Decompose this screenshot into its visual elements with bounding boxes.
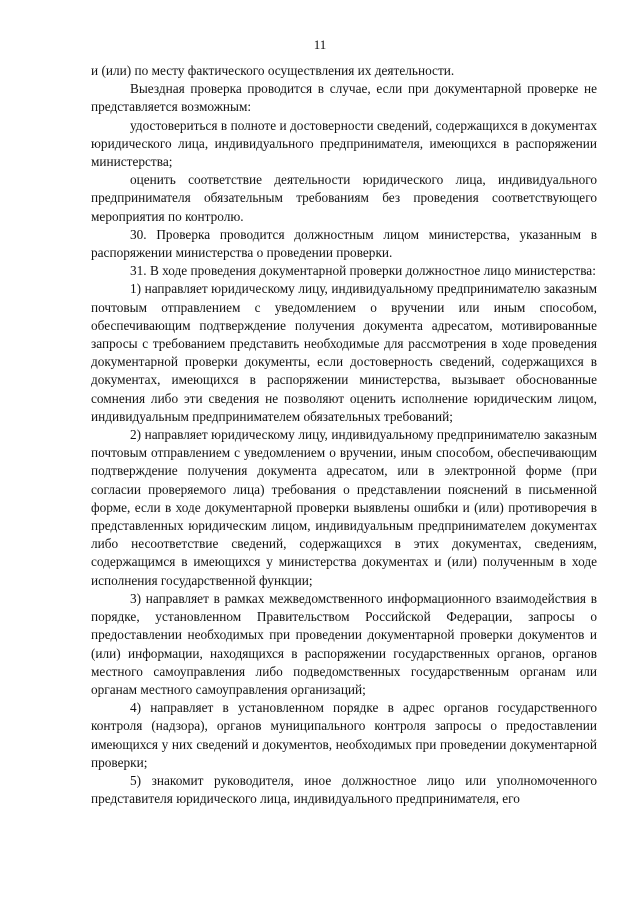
paragraph: 5) знакомит руководителя, иное должностное лицо или уполномоченного представителя юридического лица, индивидуального предпринимателя, его	[91, 772, 597, 807]
paragraph: Выездная проверка проводится в случае, если при документарной проверке не представляется возможным:	[91, 81, 597, 115]
page-number: 11	[313, 37, 327, 52]
paragraph: 2) направляет юридическому лицу, индивидуальному предпринимателю заказным почтовым отправлением с уведомлением о вручении, иным способом, обеспечивающим подтверждение получения документа адресатом, или в электронной форме (при согласии проверяемого лица) требования о представлении пояснений в письменной форме, если в ходе документарной проверки выявлены ошибки и (или) противоречия в представленных юридическим лицом, индивидуальным предпринимателем документах либо несоответствие сведений, содержащихся в этих документах, сведениям, содержащимся в имеющихся у министерства документах и (или) полученным в ходе исполнения государственной функции;	[91, 427, 597, 588]
paragraph: 30. Проверка проводится должностным лицом министерства, указанным в распоряжении министерства о проведении проверки.	[91, 226, 597, 261]
paragraph: удостовериться в полноте и достоверности сведений, содержащихся в документах юридического лица, индивидуального предпринимателя, имеющихся в распоряжении министерства;	[91, 117, 597, 170]
paragraph: 4) направляет в установленном порядке в адрес органов государственного контроля (надзора), органов муниципального контроля запросы о предоставлении имеющихся у них сведений и документов, необходимых при проведении документарной проверки;	[91, 700, 597, 770]
paragraph: 3) направляет в рамках межведомственного информационного взаимодействия в порядке, установленном Правительством Российской Федерации, запросы о предоставлении необходимых при проведении документарной проверки документов и (или) информации, находящихся в распоряжении государственных органов, органов местного самоуправления либо подведомственных государственным органам или органам местного самоуправления организаций;	[91, 590, 597, 697]
document-body	[91, 62, 597, 808]
paragraph: 31. В ходе проведения документарной проверки должностное лицо министерства:	[130, 263, 596, 279]
paragraph: 1) направляет юридическому лицу, индивидуальному предпринимателю заказным почтовым отправлением с уведомлением о вручении или иным способом, обеспечивающим подтверждение получения документа адресатом, мотивированные запросы с требованием представить необходимые для рассмотрения в ходе проведения документарной проверки документы, если достоверность сведений, содержащихся в документах, имеющихся в распоряжении министерства, вызывает обоснованные сомнения либо эти сведения не позволяют оценить исполнение юридическим лицом, индивидуальным предпринимателем обязательных требований;	[91, 281, 597, 424]
paragraph: оценить соответствие деятельности юридического лица, индивидуального предпринимателя обязательным требованиям без проведения соответствующего мероприятия по контролю.	[91, 172, 597, 224]
paragraph: и (или) по месту фактического осуществления их деятельности.	[91, 63, 455, 78]
